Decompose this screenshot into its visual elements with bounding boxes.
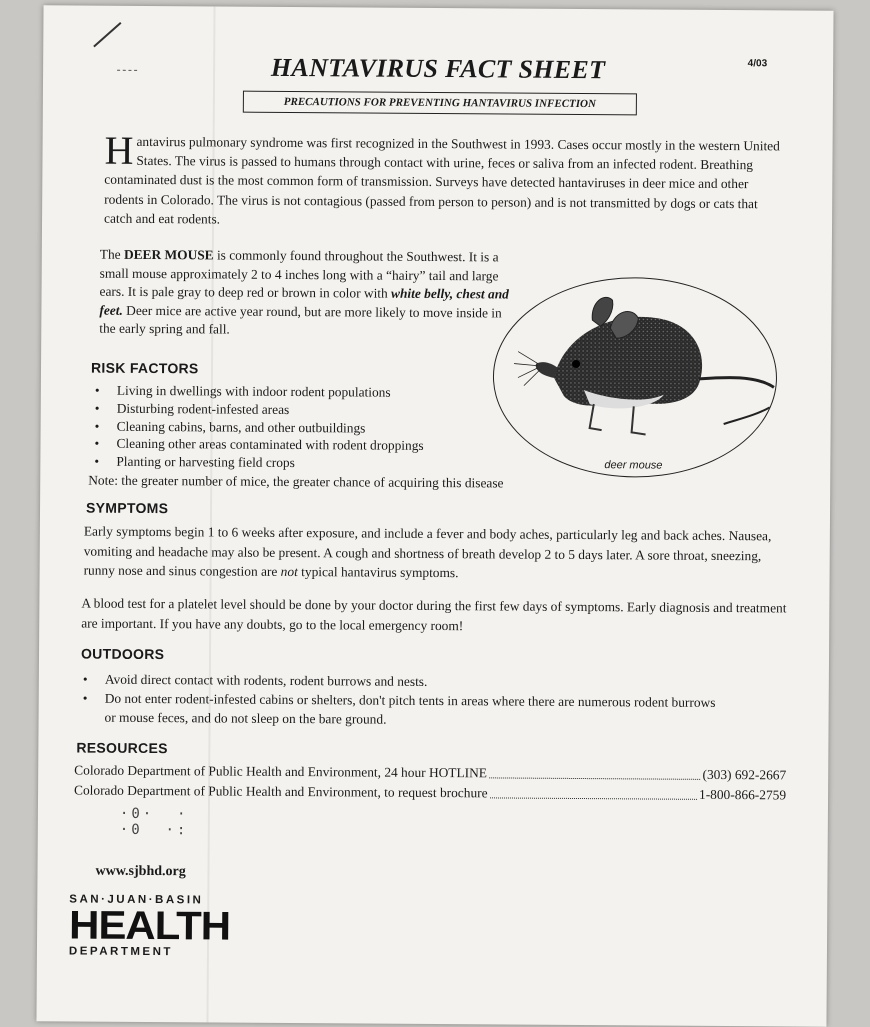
list-item: • Disturbing rodent-infested areas — [94, 400, 290, 417]
list-item: • Avoid direct contact with rodents, rodent burrows and nests. — [82, 671, 428, 689]
outdoors-list — [81, 670, 721, 731]
not-emphasis: not — [280, 563, 298, 580]
logo-bottom-text: DEPARTMENT — [68, 945, 174, 959]
drop-cap: H — [104, 127, 134, 173]
list-item: • Do not enter rodent-infested cabins or shelters, don't pitch tents in areas where there are numerous rodent burrows or mouse feces, and do not sleep on the bare ground. — [82, 690, 716, 727]
resource-row — [74, 761, 786, 784]
symptoms-paragraph — [84, 522, 792, 585]
subtitle-box — [243, 91, 637, 116]
list-item: • Living in dwellings with indoor rodent populations — [94, 382, 391, 400]
deer-emphasis: white belly, chest and feet. — [99, 285, 509, 318]
intro-paragraph — [104, 127, 785, 233]
symptoms-heading: SYMPTOMS — [85, 499, 169, 517]
deer-text-2: Deer mice are active year round, but are more likely to move inside in the early spring and fall. — [99, 302, 502, 337]
symptoms-text-2: typical hantavirus symptoms. — [297, 564, 459, 581]
symptoms-text-1: Early symptoms begin 1 to 6 weeks after exposure, and include a fever and body aches, particularly leg and back aches. Nausea, vomiting and headache may also be present. A cough and shortness of breath develop 2 to 5 days later. A sore throat, sneezing, runny nose and sinus congestion are — [83, 523, 772, 579]
list-item: • Planting or harvesting field crops — [94, 453, 295, 471]
fact-sheet-page — [36, 5, 833, 1026]
page-subtitle: PRECAUTIONS FOR PREVENTING HANTAVIRUS INFECTION — [283, 95, 596, 111]
outdoors-heading: OUTDOORS — [80, 645, 165, 663]
mouse-caption: deer mouse — [604, 459, 663, 472]
intro-text: antavirus pulmonary syndrome was first recognized in the Southwest in 1993. Cases occur mostly in the western United States. The virus is passed to humans through contact with urine, feces or saliva from an infected rodent. Breathing contaminated dust is the most common form of transmission. Surveys have detected hantaviruses in deer mice and other rodents in Colorado. The virus is not contagious (passed from person to person) and is not transmitted by dogs or cats that catch and eat rodents. — [104, 133, 780, 227]
resource-phone: (303) 692-2667 — [702, 766, 787, 783]
logo-top-text: SAN·JUAN·BASIN — [69, 893, 204, 907]
resource-phone: 1-800-866-2759 — [698, 786, 787, 803]
leader-dots — [489, 764, 701, 779]
deer-mouse-name: DEER MOUSE — [123, 246, 214, 263]
risk-factors-list — [90, 382, 571, 474]
deer-mouse-paragraph — [99, 246, 520, 341]
resource-row — [74, 781, 786, 804]
deer-lead: The — [99, 246, 125, 262]
logo-word: HEALTH — [68, 903, 231, 949]
pen-mark — [93, 22, 121, 47]
deer-text-1: is commonly found throughout the Southwest. It is a small mouse approximately 2 to 4 inches long with a “hairy” tail and large ears. It is pale gray to deep red or brown in color with — [99, 247, 499, 301]
risk-note: Note: the greater number of mice, the greater chance of acquiring this disease — [88, 472, 504, 491]
website-link: www.sjbhd.org — [95, 863, 186, 880]
health-department-logo — [69, 893, 260, 974]
revision-date: 4/03 — [747, 58, 768, 70]
risk-factors-heading: RISK FACTORS — [90, 359, 199, 377]
blood-test-paragraph: A blood test for a platelet level should be done by your doctor during the first few days of symptoms. Early diagnosis and treatment are important. If you have any doubts, go to the local emergency room! — [81, 595, 787, 633]
resources-heading: RESOURCES — [76, 739, 168, 757]
page-title: HANTAVIRUS FACT SHEET — [270, 52, 606, 85]
list-item: • Cleaning other areas contaminated with rodent droppings — [94, 436, 424, 454]
resource-label: Colorado Department of Public Health and Environment, 24 hour HOTLINE — [74, 762, 488, 781]
handwritten-marks: ·0· · ·0 ·: — [119, 805, 189, 839]
list-item: • Cleaning cabins, barns, and other outbuildings — [94, 418, 366, 436]
resource-label: Colorado Department of Public Health and Environment, to request brochure — [74, 782, 488, 801]
leader-dots — [490, 784, 698, 799]
